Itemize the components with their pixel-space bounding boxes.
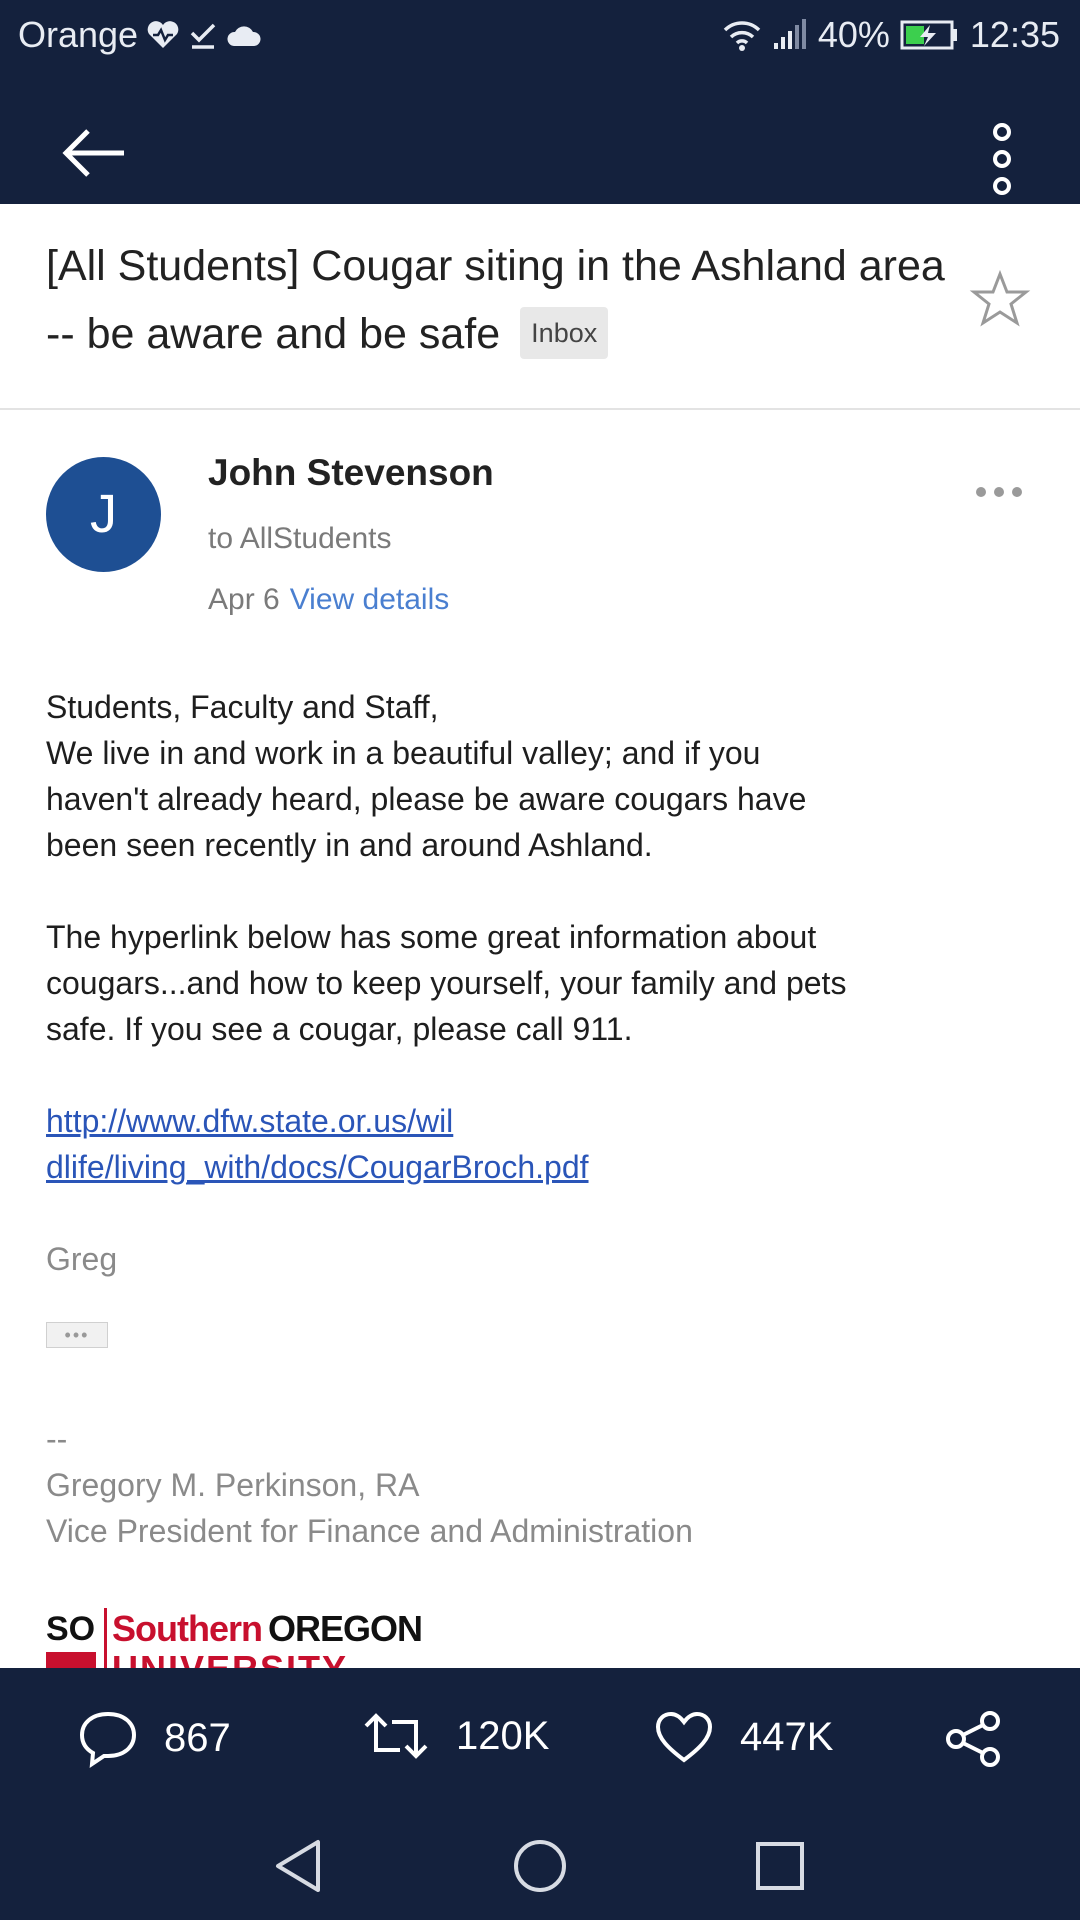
retweet-count: 120K xyxy=(456,1713,550,1758)
app-bar xyxy=(0,72,1080,204)
system-navigation-bar xyxy=(0,1808,1080,1920)
like-count: 447K xyxy=(740,1714,834,1759)
logo-oregon: OREGON xyxy=(268,1608,423,1649)
signal-icon xyxy=(772,19,808,51)
cloud-icon xyxy=(226,22,262,48)
email-date-line xyxy=(208,583,449,617)
reply-action[interactable] xyxy=(78,1710,231,1766)
more-vertical-icon[interactable] xyxy=(982,122,1022,196)
health-icon xyxy=(146,20,180,50)
email-date: Apr 6 xyxy=(208,583,280,616)
recipient-line: to AllStudents xyxy=(208,522,392,555)
body-paragraph-1: Students, Faculty and Staff, We live in and work in a beautiful valley; and if you haven't already heard, please be aware cougars have been seen recently in and around Ashland. xyxy=(46,689,807,863)
logo-monogram: SO xyxy=(46,1610,96,1648)
retweet-action[interactable] xyxy=(362,1710,549,1762)
cougar-brochure-link[interactable]: http://www.dfw.state.or.us/wil dlife/living_with/docs/CougarBroch.pdf xyxy=(46,1103,589,1185)
logo-divider xyxy=(104,1608,107,1668)
like-action[interactable] xyxy=(654,1710,833,1764)
heart-icon xyxy=(654,1710,714,1764)
email-subject-area xyxy=(0,204,1080,410)
email-body xyxy=(46,684,1046,1554)
inbox-label-badge[interactable]: Inbox xyxy=(520,307,608,359)
sender-avatar[interactable]: J xyxy=(46,457,161,572)
signature-separator: -- xyxy=(46,1421,68,1457)
more-horizontal-icon[interactable] xyxy=(975,484,1023,500)
tweet-action-bar xyxy=(0,1668,1080,1808)
status-bar xyxy=(0,0,1080,72)
body-paragraph-2: The hyperlink below has some great information about cougars...and how to keep yourself, your family and pets safe. If you see a cougar, please call 911. xyxy=(46,919,847,1047)
nav-recents-icon[interactable] xyxy=(750,1836,810,1896)
battery-charging-icon xyxy=(900,20,960,50)
sender-name: John Stevenson xyxy=(208,452,494,493)
nav-back-icon[interactable] xyxy=(270,1836,330,1896)
signoff: Greg xyxy=(46,1241,118,1277)
reply-count: 867 xyxy=(164,1715,231,1760)
logo-southern: Southern xyxy=(112,1608,262,1649)
reply-icon xyxy=(78,1710,138,1766)
nav-home-icon[interactable] xyxy=(510,1836,570,1896)
subject-text: [All Students] Cougar siting in the Ashland area -- be aware and be safe xyxy=(46,242,945,358)
share-action[interactable] xyxy=(944,1710,1002,1768)
star-icon[interactable] xyxy=(970,270,1030,330)
show-trimmed-content-button[interactable]: ••• xyxy=(46,1322,108,1348)
clock: 12:35 xyxy=(969,14,1060,55)
email-subject xyxy=(46,232,946,368)
carrier-name: Orange xyxy=(18,14,139,55)
signature-name: Gregory M. Perkinson, RA xyxy=(46,1467,420,1503)
signature-title: Vice President for Finance and Administration xyxy=(46,1513,693,1549)
check-icon xyxy=(188,20,218,50)
share-icon xyxy=(944,1710,1002,1768)
wifi-icon xyxy=(722,19,762,51)
retweet-icon xyxy=(362,1710,430,1762)
university-logo xyxy=(46,1604,466,1668)
battery-percent: 40% xyxy=(817,14,890,55)
back-arrow-icon[interactable] xyxy=(62,128,128,178)
view-details-link[interactable]: View details xyxy=(289,583,450,616)
